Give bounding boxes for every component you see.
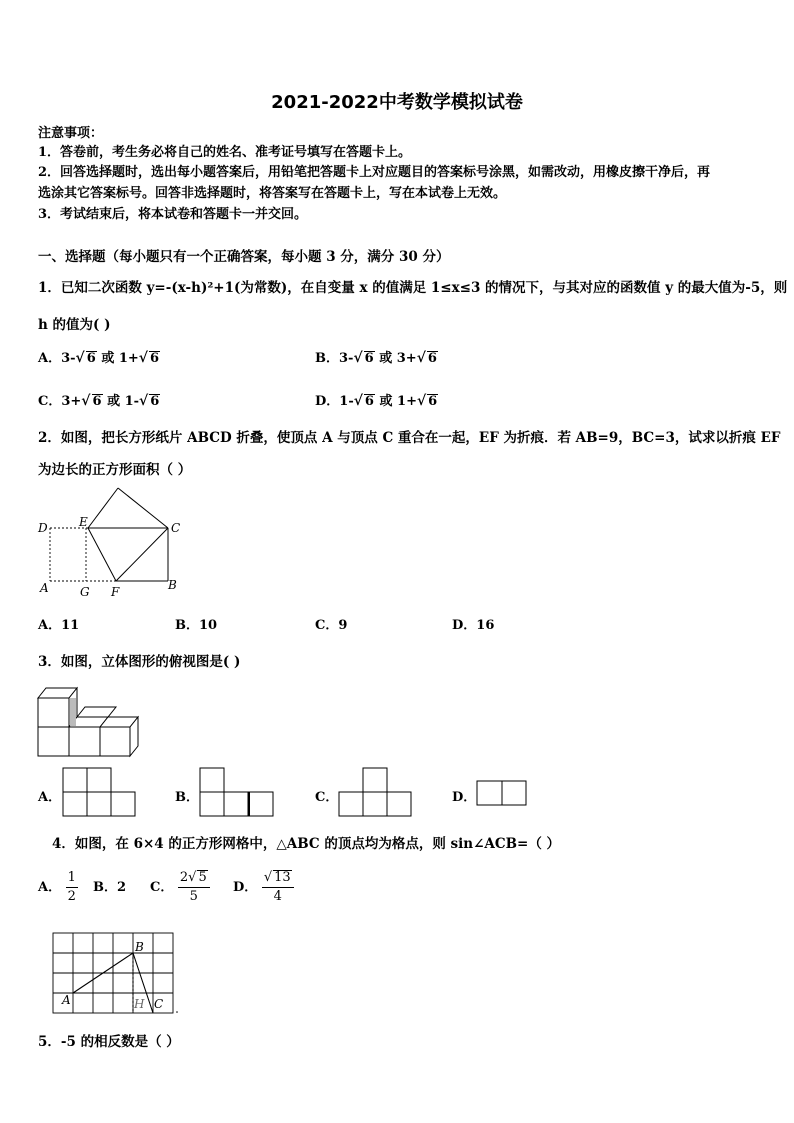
q1-option-a-mid: 或 1+ — [101, 351, 139, 366]
q1-option-c[interactable]: C．3+√ 6 或 1-√ 6 — [38, 393, 160, 409]
q1-option-b-rad1: 6 — [364, 351, 374, 366]
q1-option-b[interactable]: B．3-√ 6 或 3+√ 6 — [315, 350, 437, 366]
q4-option-a-label: A． — [38, 880, 62, 895]
q2-label-b: B — [168, 578, 177, 592]
q3-option-c[interactable]: C． — [315, 790, 339, 805]
q4-option-c-denominator: 5 — [189, 889, 198, 904]
section-heading: 一、选择题（每小题只有一个正确答案，每小题 3 分，满分 30 分） — [38, 249, 450, 265]
q1-option-a-pre: A．3- — [38, 351, 76, 366]
q5-text-line1: 5．-5 的相反数是（ ） — [38, 1034, 180, 1050]
q3-solid-figure — [36, 684, 142, 760]
q1-option-a-rad2: 6 — [149, 351, 160, 366]
q4-option-d-label: D． — [233, 880, 258, 895]
q2-option-a[interactable]: A．11 — [38, 618, 80, 633]
q3-option-b[interactable]: B． — [175, 790, 199, 805]
q2-text-line1: 2．如图，把长方形纸片 ABCD 折叠，使顶点 A 与顶点 C 重合在一起，EF 为折痕．若 AB=9，BC=3，试求以折痕 EF — [38, 430, 781, 446]
q4-option-d-radicand: 13 — [274, 870, 291, 885]
q4-option-d-denominator: 4 — [273, 889, 282, 904]
q4-option-c-label: C． — [150, 880, 174, 895]
q2-option-d[interactable]: D．16 — [452, 618, 495, 633]
q1-option-a-rad1: 6 — [86, 351, 96, 366]
q1-option-c-rad2: 6 — [150, 394, 160, 409]
q2-option-c[interactable]: C．9 — [315, 618, 348, 633]
q4-option-c[interactable]: C． $\frac{2√ 5}{5}$ — [150, 868, 210, 908]
q1-text-line2: h 的值为( ) — [38, 317, 111, 333]
q1-text-line1: 1．已知二次函数 y=-(x-h)²+1(为常数)，在自变量 x 的值满足 1≤x≤3 的情况下，与其对应的函数值 y 的最大值为-5，则 — [38, 280, 788, 296]
q4-option-d[interactable]: D． $\frac{√ 13}{4}$ — [233, 868, 294, 908]
q4-option-c-radicand: 5 — [198, 870, 207, 885]
q1-option-b-rad2: 6 — [427, 351, 437, 366]
q2-label-c: C — [171, 521, 181, 535]
q3-option-d[interactable]: D． — [452, 790, 477, 805]
q4-text-line1: 4．如图，在 6×4 的正方形网格中，△ABC 的顶点均为格点，则 sin∠ACB=（ ） — [52, 836, 561, 852]
q3-option-a-figure — [62, 767, 136, 819]
q4-option-a-numerator: 1 — [66, 869, 78, 888]
q3-option-a[interactable]: A． — [38, 790, 62, 805]
q2-text-line2: 为边长的正方形面积（ ） — [38, 462, 192, 478]
q1-option-a[interactable]: A．3-√ 6 或 1+√ 6 — [38, 350, 160, 366]
q1-option-d-mid: 或 1+ — [379, 394, 417, 409]
q3-option-c-figure — [338, 767, 412, 819]
q2-label-a: A — [40, 581, 49, 595]
q1-option-c-rad1: 6 — [92, 394, 102, 409]
q3-option-b-figure — [199, 767, 275, 819]
q4-option-b[interactable]: B．2 — [93, 880, 127, 895]
q2-label-e: E — [79, 515, 88, 529]
notes-line-2a: 2．回答选择题时，选出每小题答案后，用铅笔把答题卡上对应题目的答案标号涂黑，如需改动，用橡皮擦干净后，再 — [38, 165, 711, 180]
notes-line-3: 3．考试结束后，将本试卷和答题卡一并交回。 — [38, 207, 308, 222]
q1-option-d[interactable]: D．1-√ 6 或 1+√ 6 — [315, 393, 438, 409]
notes-heading: 注意事项： — [38, 126, 104, 141]
q1-option-d-rad2: 6 — [428, 394, 438, 409]
q1-option-c-mid: 或 1- — [107, 394, 140, 409]
q4-label-a: A — [62, 993, 71, 1007]
q1-option-c-pre: C．3+ — [38, 394, 82, 409]
q1-option-b-mid: 或 3+ — [379, 351, 417, 366]
q4-label-c: C — [154, 997, 164, 1011]
notes-line-1: 1．答卷前，考生务必将自己的姓名、准考证号填写在答题卡上。 — [38, 145, 412, 160]
q4-option-c-coef: 2 — [179, 870, 189, 885]
q4-option-a-denominator: 2 — [67, 889, 76, 904]
q1-option-d-rad1: 6 — [364, 394, 374, 409]
q1-option-b-pre: B．3- — [315, 351, 354, 366]
notes-line-2b: 选涂其它答案标号。回答非选择题时，将答案写在答题卡上，写在本试卷上无效。 — [38, 186, 507, 201]
q2-option-b[interactable]: B．10 — [175, 618, 218, 633]
q1-option-d-pre: D．1- — [315, 394, 354, 409]
q4-grid-figure — [50, 930, 182, 1016]
q2-label-g: G — [80, 585, 90, 599]
q3-text-line1: 3．如图，立体图形的俯视图是( ) — [38, 654, 241, 670]
q2-label-f: F — [111, 585, 120, 599]
q3-option-d-figure — [476, 780, 528, 807]
q2-label-d: D — [38, 521, 48, 535]
q4-option-a[interactable] — [38, 868, 78, 908]
q4-label-b: B — [135, 940, 144, 954]
q2-figure — [36, 484, 186, 599]
page-title: 2021-2022中考数学模拟试卷 — [271, 92, 523, 113]
q4-label-h: H — [134, 997, 145, 1011]
